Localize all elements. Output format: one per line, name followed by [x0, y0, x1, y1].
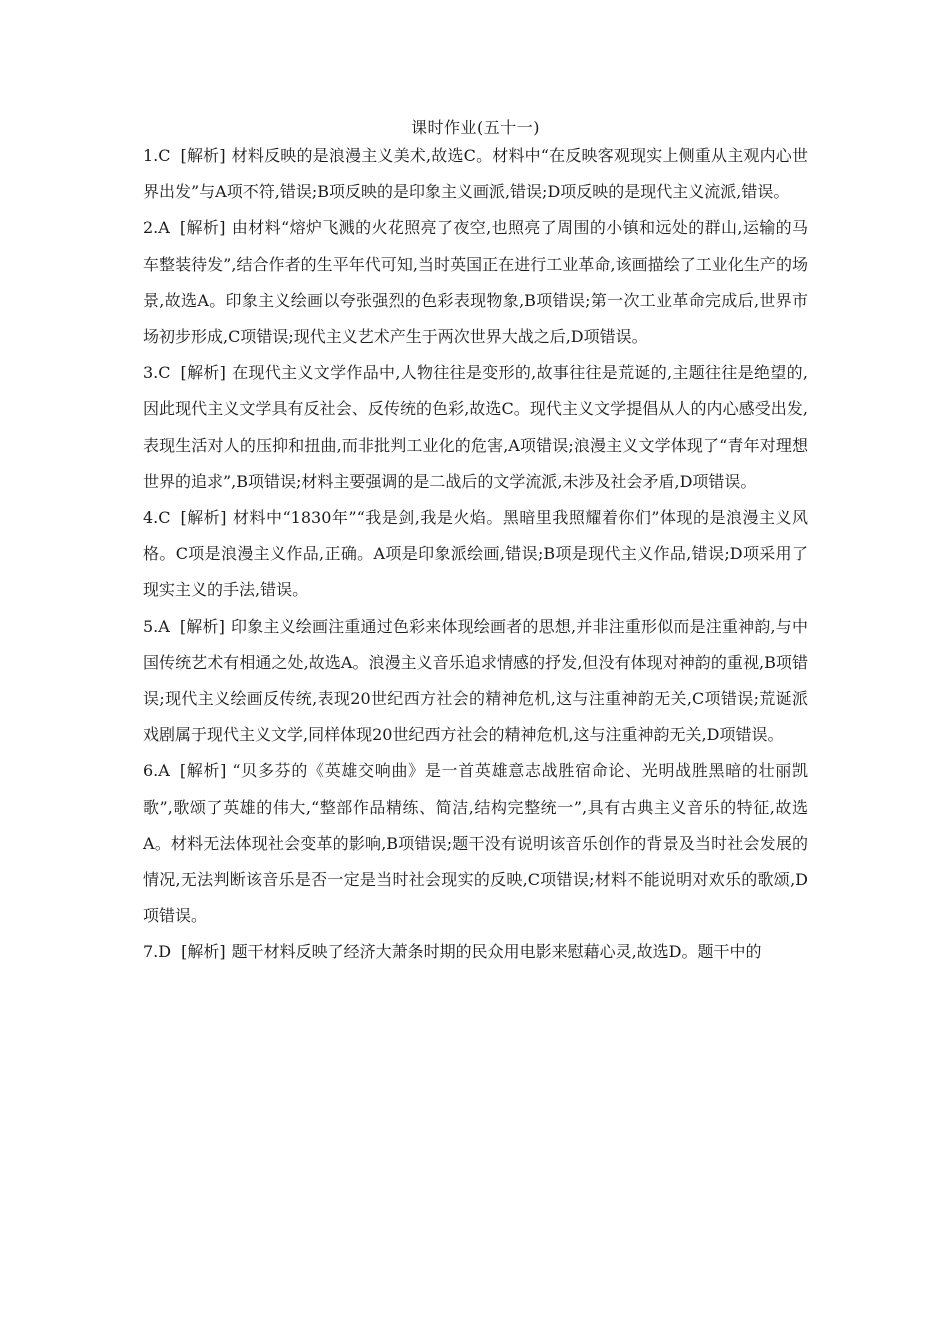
answer-text: 印象主义绘画注重通过色彩来体现绘画者的思想,并非注重形似而是注重神韵,与中国传统艺术有相通之处,故选A。浪漫主义音乐追求情感的抒发,但没有体现对神韵的重视,B项错误;现代主义绘画反传统,表现20世纪西方社会的精神危机,这与注重神韵无关,C项错误;荒诞派戏剧属于现代主义文学,同样体现20世纪西方社会的精神危机,这与注重神韵无关,D项错误。 [143, 616, 808, 745]
answer-number: 6.A [143, 761, 170, 781]
answer-text: 由材料“熔炉飞溅的火花照亮了夜空,也照亮了周围的小镇和远处的群山,运输的马车整装待发”,结合作者的生平年代可知,当时英国正在进行工业革命,该画描绘了工业化生产的场景,故选A。印象主义绘画以夸张强烈的色彩表现物象,B项错误;第一次工业革命完成后,世界市场初步形成,C项错误;现代主义艺术产生于两次世界大战之后,D项错误。 [143, 218, 808, 347]
analysis-tag: [解析] [180, 508, 227, 528]
answer-number: 1.C [143, 146, 171, 165]
answer-text: 题干材料反映了经济大萧条时期的民众用电影来慰藉心灵,故选D。题干中的 [231, 942, 762, 962]
answer-item-5 [143, 609, 808, 754]
document-title: 课时作业(五十一) [411, 118, 540, 137]
analysis-tag: [解析] [179, 616, 225, 636]
answer-number: 2.A [143, 218, 170, 238]
answer-item-2 [143, 210, 808, 355]
analysis-tag: [解析] [179, 218, 226, 238]
answer-number: 4.C [143, 508, 171, 528]
analysis-tag: [解析] [180, 363, 226, 383]
answer-number: 7.D [143, 942, 172, 962]
answer-number: 5.A [143, 616, 170, 636]
document-page [143, 118, 808, 971]
answer-item-1 [143, 138, 808, 210]
answer-item-3 [143, 355, 808, 500]
answer-number: 3.C [143, 363, 171, 383]
answer-text: 材料中“1830年”“我是剑,我是火焰。黑暗里我照耀着你们”体现的是浪漫主义风格。C项是浪漫主义作品,正确。A项是印象派绘画,错误;B项是现代主义作品,错误;D项采用了现实主义的手法,错误。 [143, 508, 808, 600]
answer-item-4 [143, 500, 808, 609]
answer-text: 在现代主义文学作品中,人物往往是变形的,故事往往是荒诞的,主题往往是绝望的,因此现代主义文学具有反社会、反传统的色彩,故选C。现代主义文学提倡从人的内心感受出发,表现生活对人的压抑和扭曲,而非批判工业化的危害,A项错误;浪漫主义文学体现了“青年对理想世界的追求”,B项错误;材料主要强调的是二战后的文学流派,未涉及社会矛盾,D项错误。 [143, 363, 808, 491]
answer-text: “贝多芬的《英雄交响曲》是一首英雄意志战胜宿命论、光明战胜黑暗的壮丽凯歌”,歌颂了英雄的伟大,“整部作品精练、简洁,结构完整统一”,具有古典主义音乐的特征,故选A。材料无法体现社会变革的影响,B项错误;题干没有说明该音乐创作的背景及当时社会发展的情况,无法判断该音乐是否一定是当时社会现实的反映,C项错误;材料不能说明对欢乐的歌颂,D项错误。 [143, 761, 808, 926]
answer-item-6 [143, 753, 808, 934]
analysis-tag: [解析] [180, 146, 226, 165]
analysis-tag: [解析] [181, 942, 226, 962]
answer-text: 材料反映的是浪漫主义美术,故选C。材料中“在反映客观现实上侧重从主观内心世界出发”与A项不符,错误;B项反映的是印象主义画派,错误;D项反映的是现代主义流派,错误。 [143, 146, 808, 202]
analysis-tag: [解析] [179, 761, 227, 781]
answer-item-7 [143, 934, 808, 970]
